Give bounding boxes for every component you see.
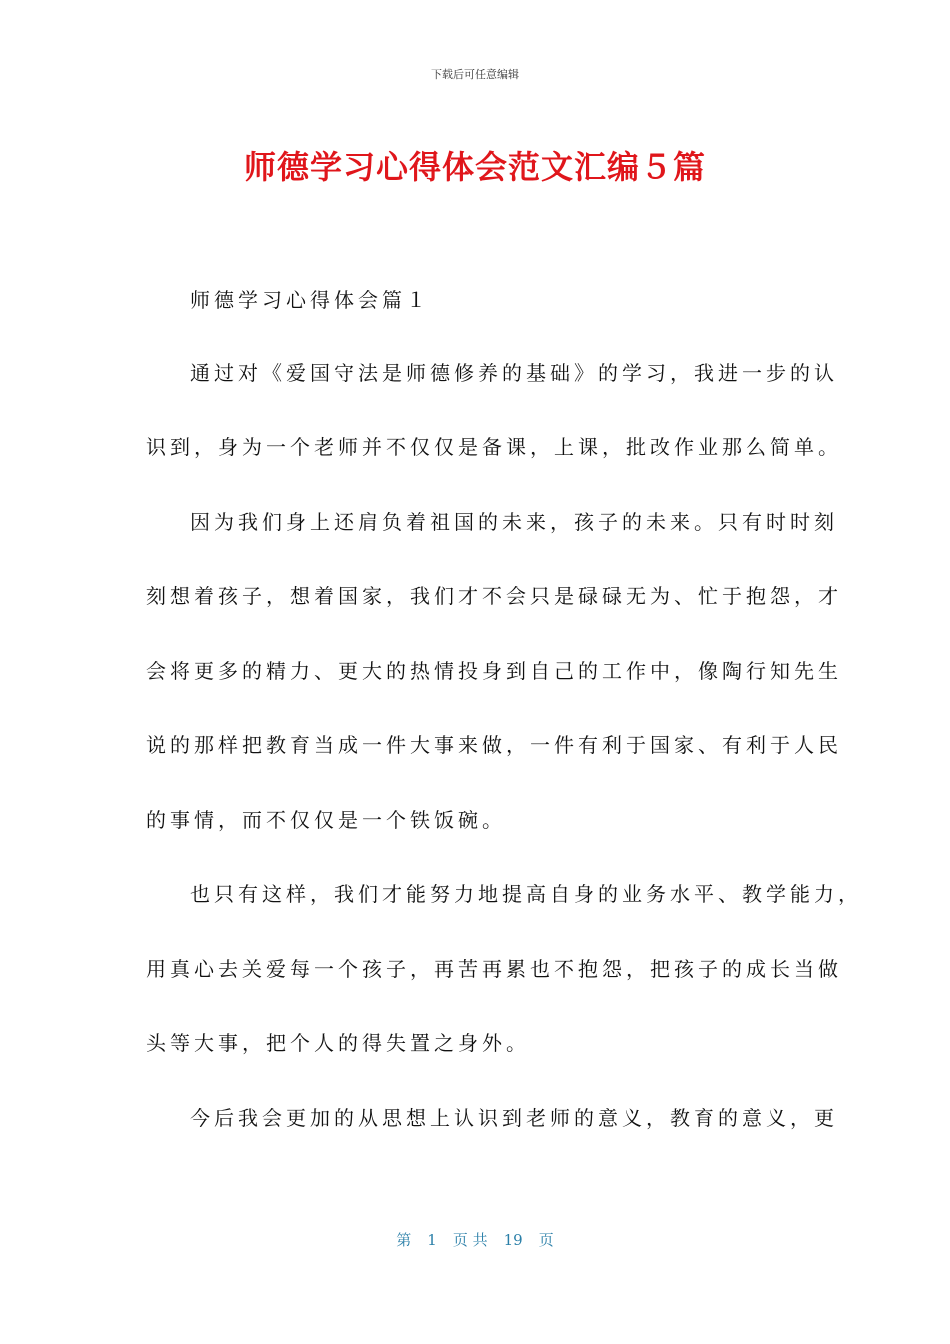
- section-heading: 师德学习心得体会篇１: [190, 288, 430, 312]
- paragraph-line: 用真心去关爱每一个孩子，再苦再累也不抱怨，把孩子的成长当做: [146, 957, 842, 981]
- footer-page-suffix: 页: [538, 1231, 554, 1249]
- page-footer: [0, 1229, 950, 1250]
- footer-page-number: 1: [427, 1231, 437, 1249]
- paragraph-line: 会将更多的精力、更大的热情投身到自己的工作中，像陶行知先生: [146, 659, 842, 683]
- document-title: 师德学习心得体会范文汇编５篇: [243, 148, 706, 186]
- paragraph-line: 头等大事，把个人的得失置之身外。: [146, 1031, 530, 1055]
- footer-page-mid: 页 共: [452, 1231, 488, 1249]
- paragraph-line: 说的那样把教育当成一件大事来做，一件有利于国家、有利于人民: [146, 733, 842, 757]
- paragraph-line: 刻想着孩子，想着国家，我们才不会只是碌碌无为、忙于抱怨，才: [146, 584, 842, 608]
- paragraph-line: 通过对《爱国守法是师德修养的基础》的学习，我进一步的认: [190, 361, 838, 385]
- header-note: 下载后可任意编辑: [431, 68, 519, 81]
- paragraph-line: 也只有这样，我们才能努力地提高自身的业务水平、教学能力，: [190, 882, 862, 906]
- paragraph-line: 因为我们身上还肩负着祖国的未来，孩子的未来。只有时时刻: [190, 510, 838, 534]
- paragraph-line: 的事情，而不仅仅是一个铁饭碗。: [146, 808, 506, 832]
- footer-total-pages: 19: [503, 1231, 523, 1249]
- paragraph-line: 识到，身为一个老师并不仅仅是备课，上课，批改作业那么简单。: [146, 435, 842, 459]
- footer-page-prefix: 第: [396, 1231, 412, 1249]
- paragraph-line: 今后我会更加的从思想上认识到老师的意义，教育的意义，更: [190, 1106, 838, 1130]
